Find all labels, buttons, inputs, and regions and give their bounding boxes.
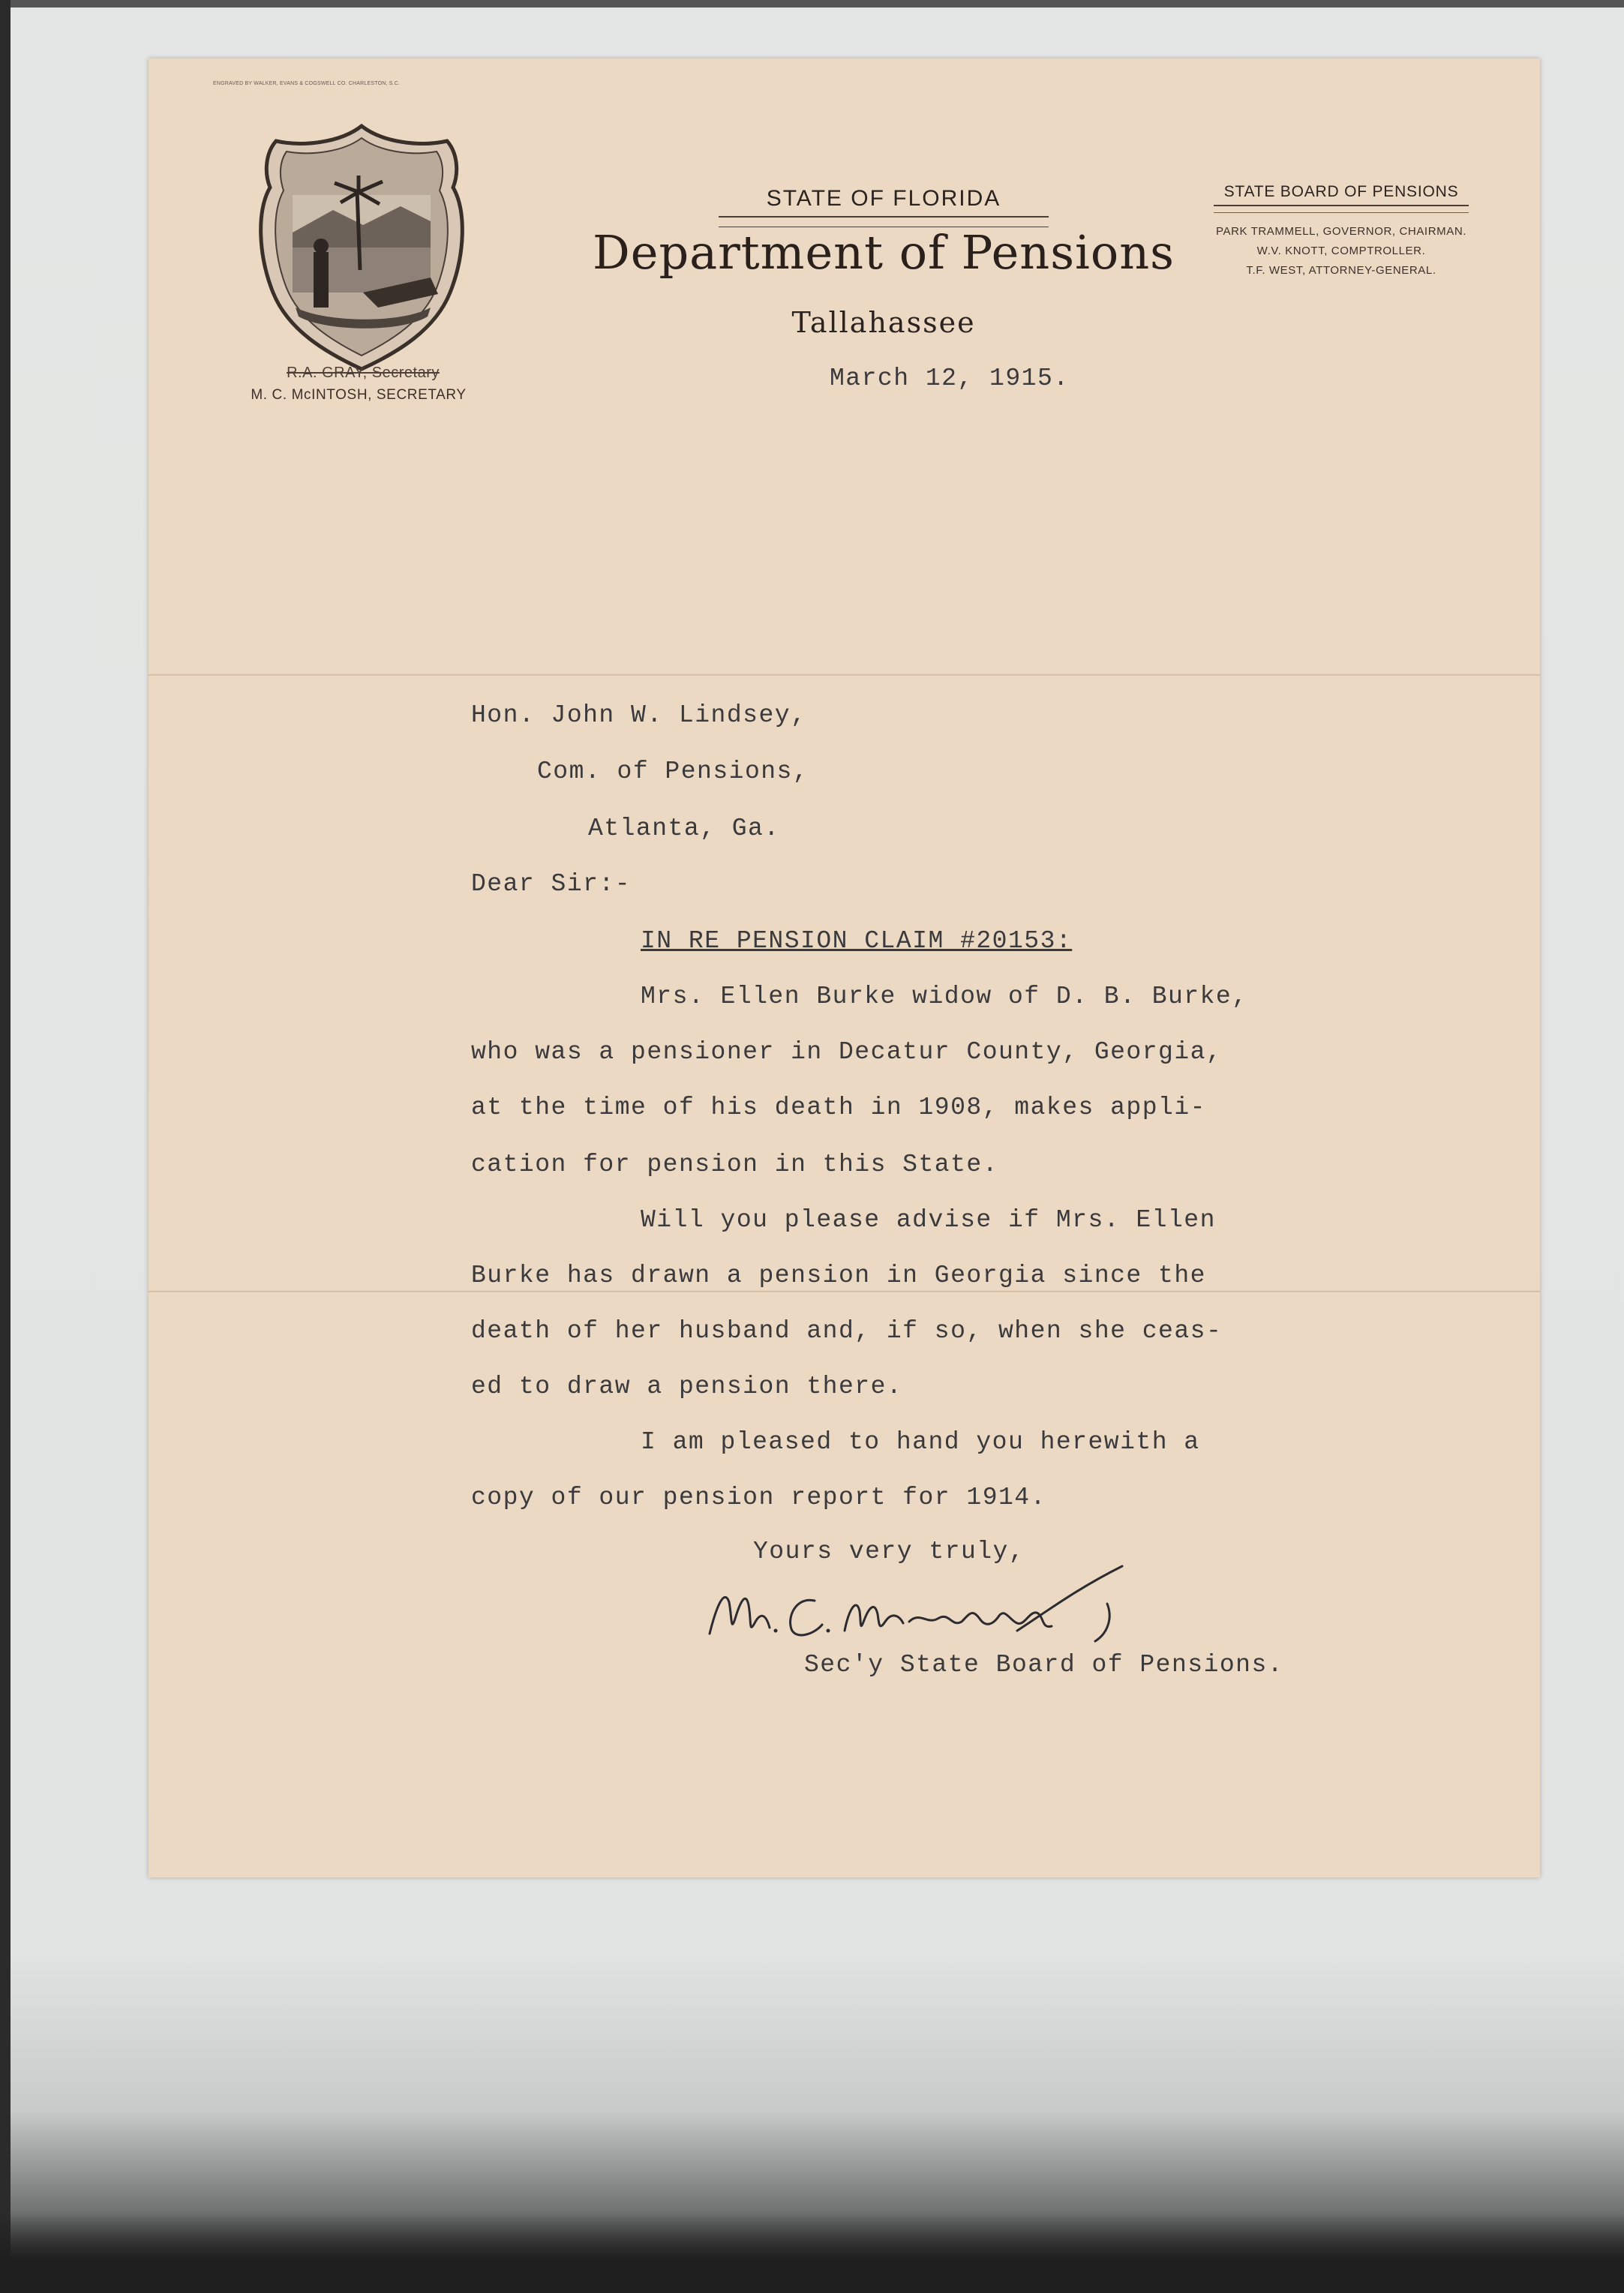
- current-secretary: M. C. McINTOSH, SECRETARY: [251, 387, 467, 403]
- handwritten-signature: [702, 1559, 1167, 1656]
- body-line: ed to draw a pension there.: [471, 1373, 903, 1400]
- scan-edge-bottom: [0, 2213, 1624, 2293]
- body-line: Burke has drawn a pension in Georgia since the: [471, 1262, 1206, 1289]
- body-line: cation for pension in this State.: [471, 1151, 999, 1178]
- subject-line: IN RE PENSION CLAIM #20153:: [641, 927, 1073, 955]
- printer-mark: ENGRAVED BY WALKER, EVANS & COGSWELL CO. CHARLESTON, S.C.: [213, 81, 401, 86]
- body-line: who was a pensioner in Decatur County, Georgia,: [471, 1038, 1223, 1066]
- scan-edge-top: [0, 0, 1624, 8]
- address-line: Com. of Pensions,: [537, 758, 809, 785]
- board-rule: [1214, 205, 1469, 213]
- state-heading: STATE OF FLORIDA: [766, 186, 1001, 211]
- board-member: PARK TRAMMELL, GOVERNOR, CHAIRMAN.: [1215, 225, 1467, 238]
- scan-edge-left: [0, 0, 11, 2293]
- address-line: Atlanta, Ga.: [588, 815, 780, 842]
- body-line: copy of our pension report for 1914.: [471, 1484, 1046, 1511]
- closing: Yours very truly,: [753, 1538, 1025, 1565]
- address-line: Hon. John W. Lindsey,: [471, 701, 807, 729]
- body-line: death of her husband and, if so, when she ceas-: [471, 1317, 1223, 1345]
- body-line: Will you please advise if Mrs. Ellen: [641, 1206, 1216, 1234]
- body-line: at the time of his death in 1908, makes appli-: [471, 1094, 1206, 1121]
- department-heading: Department of Pensions: [593, 225, 1175, 280]
- florida-seal-icon: [251, 120, 473, 375]
- board-title: STATE BOARD OF PENSIONS: [1223, 183, 1459, 200]
- signer-title: Sec'y State Board of Pensions.: [804, 1651, 1284, 1679]
- fold-line: [149, 1290, 1540, 1293]
- salutation: Dear Sir:-: [471, 870, 632, 898]
- body-line: I am pleased to hand you herewith a: [641, 1428, 1200, 1456]
- body-line: Mrs. Ellen Burke widow of D. B. Burke,: [641, 983, 1248, 1010]
- letter-sheet: [149, 59, 1540, 1877]
- fold-line: [149, 674, 1540, 677]
- board-member: W.V. KNOTT, COMPTROLLER.: [1256, 245, 1426, 257]
- letter-date: March 12, 1915.: [830, 365, 1070, 392]
- city-heading: Tallahassee: [791, 306, 976, 339]
- former-secretary: R.A. GRAY, Secretary: [287, 365, 440, 381]
- board-member: T.F. WEST, ATTORNEY-GENERAL.: [1246, 264, 1436, 277]
